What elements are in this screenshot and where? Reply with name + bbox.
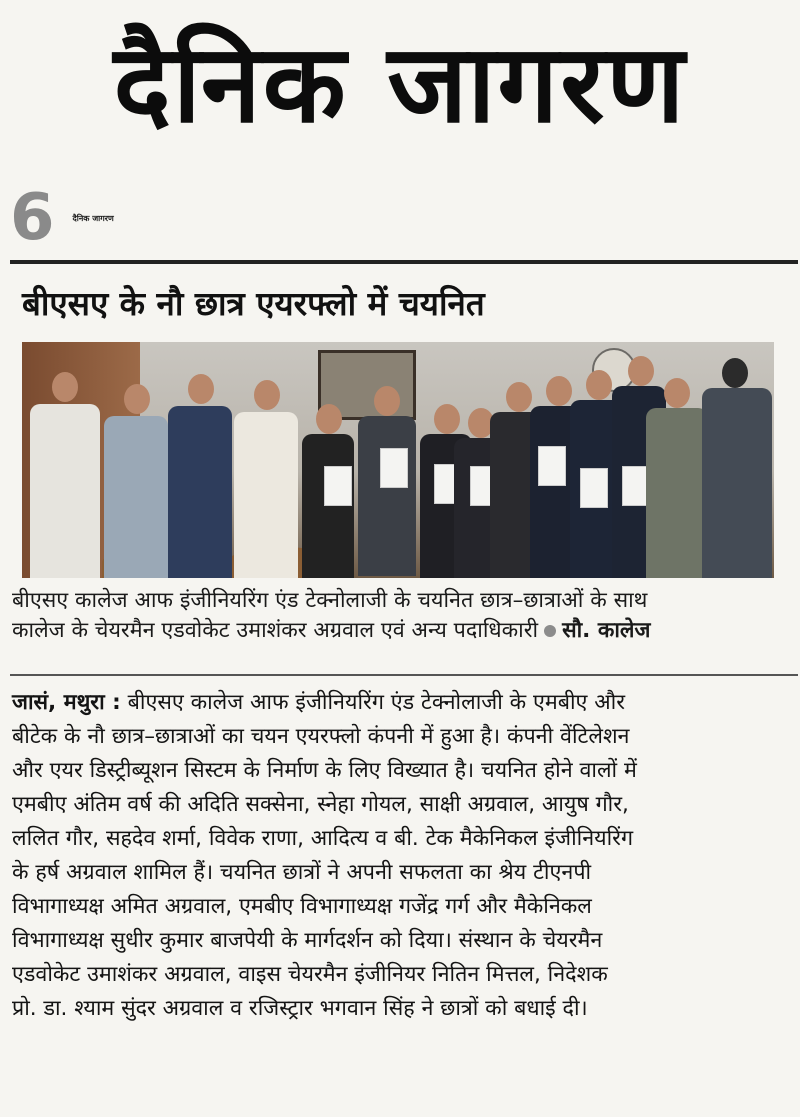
caption-divider (10, 674, 798, 676)
article-line-text: बीएसए कालेज आफ इंजीनियरिंग एंड टेक्नोलाजी के एमबीए और (127, 690, 626, 715)
caption-line-text: कालेज के चेयरमैन एडवोकेट उमाशंकर अग्रवाल एवं अन्य पदाधिकारी (12, 618, 539, 643)
news-photo (22, 342, 774, 578)
article-line: बीटेक के नौ छात्र–छात्राओं का चयन एयरफ्लो कंपनी में हुआ है। कंपनी वेंटिलेशन (12, 724, 630, 749)
article-line: विभागाध्यक्ष सुधीर कुमार बाजपेयी के मार्गदर्शन को दिया। संस्थान के चेयरमैन (12, 928, 603, 953)
dateline-brand: दैनिक जागरण (72, 213, 114, 223)
dateline-bar (0, 178, 800, 258)
article-line: और एयर डिस्ट्रीब्यूशन सिस्टम के निर्माण के लिए विख्यात है। चयनित होने वालों में (12, 758, 637, 783)
article-line: एमबीए अंतिम वर्ष की अदिति सक्सेना, स्नेहा गोयल, साक्षी अग्रवाल, आयुष गौर, (12, 792, 629, 817)
caption-line (12, 616, 788, 646)
article-body (12, 686, 788, 1026)
article-line: प्रो. डा. श्याम सुंदर अग्रवाल व रजिस्ट्रार भगवान सिंह ने छात्रों को बधाई दी। (12, 996, 588, 1021)
photo-caption (12, 586, 788, 646)
masthead-title: दैनिक जागरण (113, 22, 687, 147)
article-line: विभागाध्यक्ष अमित अग्रवाल, एमबीए विभागाध्यक्ष गजेंद्र गर्ग और मैकेनिकल (12, 894, 592, 919)
masthead (0, 0, 800, 170)
article-line: एडवोकेट उमाशंकर अग्रवाल, वाइस चेयरमैन इंजीनियर नितिन मित्तल, निदेशक (12, 962, 608, 987)
page-number: 6 (10, 181, 55, 255)
article-dateline: जासं, मथुरा : (12, 690, 121, 715)
bullet-icon (544, 625, 556, 637)
header-divider (10, 260, 798, 264)
article-line: ललित गौर, सहदेव शर्मा, विवेक राणा, आदित्य व बी. टेक मैकेनिकल इंजीनियरिंग (12, 826, 634, 851)
article-line: के हर्ष अग्रवाल शामिल हैं। चयनित छात्रों ने अपनी सफलता का श्रेय टीएनपी (12, 860, 592, 885)
photo-credit: सौ. कालेज (562, 618, 651, 643)
article-line (12, 686, 788, 720)
caption-line: बीएसए कालेज आफ इंजीनियरिंग एंड टेक्नोलाजी के चयनित छात्र–छात्राओं के साथ (12, 588, 648, 613)
article-headline: बीएसए के नौ छात्र एयरफ्लो में चयनित (22, 284, 485, 323)
